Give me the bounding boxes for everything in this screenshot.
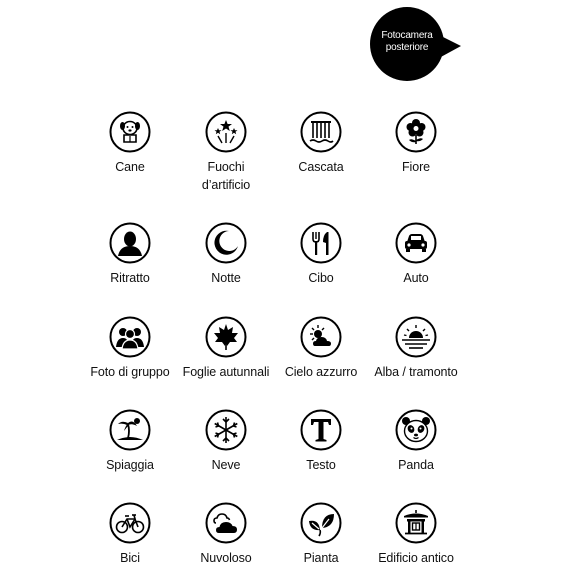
scene-tile-dog [82, 111, 178, 176]
scene-label: Cane [115, 160, 145, 174]
scene-tile-text [273, 409, 369, 474]
scene-tile-waterfall [273, 111, 369, 176]
badge-line-2: posteriore [385, 42, 429, 53]
scene-tile-food [273, 222, 369, 287]
scene-label: Foto di gruppo [90, 365, 170, 379]
car-icon [395, 222, 437, 264]
scene-tile-autumn-leaves [178, 316, 274, 381]
snow-icon [205, 409, 247, 451]
cloudy-icon [205, 502, 247, 544]
leaf-icon [205, 316, 247, 358]
scene-tile-portrait [82, 222, 178, 287]
moon-icon [205, 222, 247, 264]
badge-line-1: Fotocamera [381, 30, 433, 41]
scene-label: Edificio antico [378, 551, 454, 565]
ancient-building-icon [395, 502, 437, 544]
food-icon [300, 222, 342, 264]
scene-label: Alba / tramonto [374, 365, 458, 379]
scene-label: Auto [403, 271, 429, 285]
plant-icon [300, 502, 342, 544]
scene-tile-night [178, 222, 274, 287]
blue-sky-icon [300, 316, 342, 358]
scene-tile-beach [82, 409, 178, 474]
scene-label: Testo [306, 458, 336, 472]
scene-label: Fuochi d’artificio [201, 160, 251, 192]
scene-tile-blue-sky [273, 316, 369, 381]
scene-label: Ritratto [110, 271, 150, 285]
dog-icon [109, 111, 151, 153]
scene-label: Nuvoloso [200, 551, 252, 565]
scene-tile-ancient-building [368, 502, 464, 567]
scene-label: Cielo azzurro [284, 365, 358, 379]
scene-tile-flower [368, 111, 464, 176]
flower-icon [395, 111, 437, 153]
portrait-icon [109, 222, 151, 264]
panda-icon [395, 409, 437, 451]
sunrise-icon [395, 316, 437, 358]
scene-tile-car [368, 222, 464, 287]
scene-tile-sunrise [368, 316, 464, 381]
scene-label: Panda [398, 458, 434, 472]
scene-tile-cloudy [178, 502, 274, 567]
scene-label: Pianta [303, 551, 339, 565]
scene-label: Neve [211, 458, 241, 472]
scene-tile-fireworks [178, 111, 274, 194]
scene-label: Bici [120, 551, 140, 565]
fireworks-icon [205, 111, 247, 153]
scene-label: Cascata [298, 160, 344, 174]
scene-label: Cibo [308, 271, 334, 285]
scene-label: Spiaggia [106, 458, 154, 472]
beach-icon [109, 409, 151, 451]
scene-tile-group [82, 316, 178, 381]
waterfall-icon [300, 111, 342, 153]
scene-tile-bike [82, 502, 178, 567]
group-icon [109, 316, 151, 358]
scene-tile-snow [178, 409, 274, 474]
scene-label: Foglie autunnali [182, 365, 270, 379]
scene-tile-panda [368, 409, 464, 474]
bike-icon [109, 502, 151, 544]
text-icon [300, 409, 342, 451]
scene-label: Fiore [402, 160, 430, 174]
scene-tile-plant [273, 502, 369, 567]
scene-label: Notte [211, 271, 241, 285]
